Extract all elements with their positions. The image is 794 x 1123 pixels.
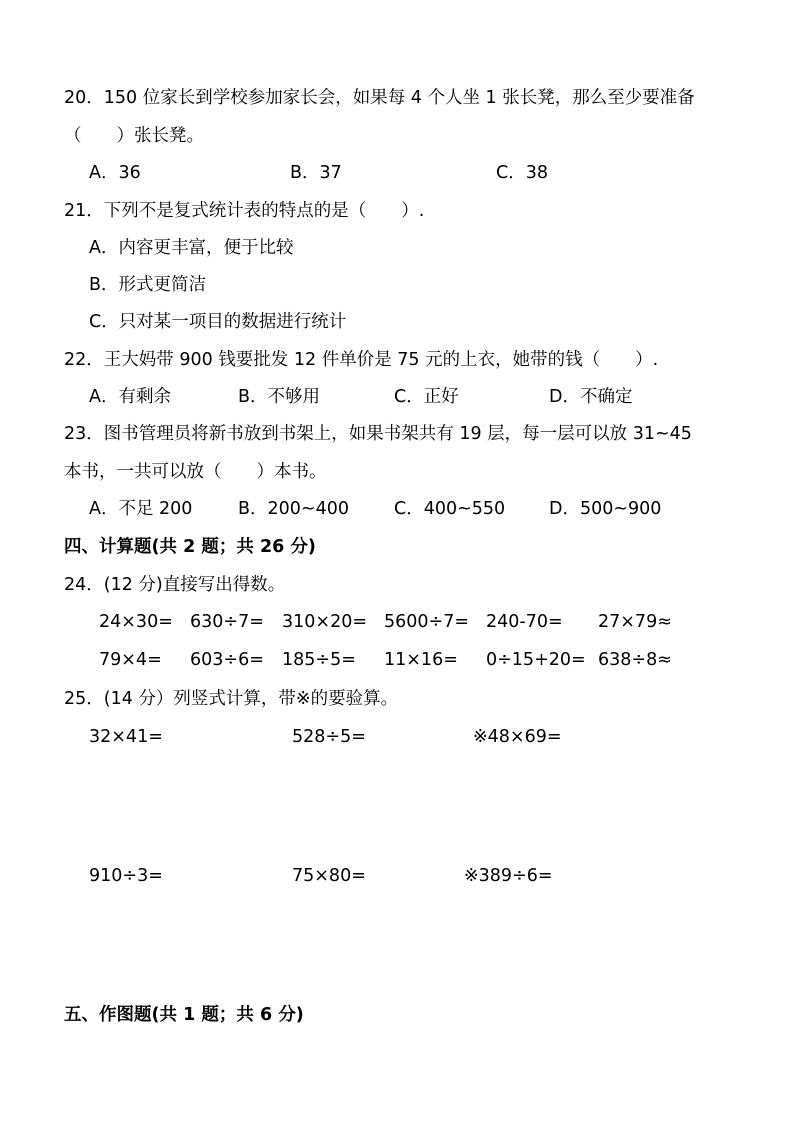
q24-r1-c4: 5600÷7=	[384, 612, 469, 632]
q25-r2-c3: ※389÷6=	[464, 866, 553, 886]
q23-option-d: D．500~900	[549, 499, 662, 519]
q20-stem-line2: （ ）张长凳。	[64, 126, 204, 146]
q21-stem: 21．下列不是复式统计表的特点的是（ ）.	[64, 201, 425, 221]
q20-option-a: A．36	[89, 163, 141, 183]
q22-option-b: B．不够用	[238, 387, 321, 407]
q24-r1-c1: 24×30=	[99, 612, 173, 632]
q23-stem-line1: 23．图书管理员将新书放到书架上，如果书架共有 19 层，每一层可以放 31~45	[64, 424, 692, 444]
q23-option-c: C．400~550	[394, 499, 506, 519]
q22-option-a: A．有剩余	[89, 387, 171, 407]
q25-r2-c2: 75×80=	[292, 866, 366, 886]
q24-r2-c6: 638÷8≈	[598, 650, 672, 670]
q23-stem-line2: 本书，一共可以放（ ）本书。	[64, 462, 327, 482]
q25-r1-c2: 528÷5=	[292, 727, 366, 747]
q25-r1-c1: 32×41=	[89, 727, 163, 747]
section4-title: 四、计算题(共 2 题；共 26 分)	[64, 537, 316, 557]
q21-option-c: C．只对某一项目的数据进行统计	[89, 312, 347, 332]
q21-option-a: A．内容更丰富，便于比较	[89, 238, 294, 258]
q20-option-c: C．38	[496, 163, 548, 183]
q24-r1-c5: 240-70=	[486, 612, 563, 632]
section5-title: 五、作图题(共 1 题；共 6 分)	[64, 1005, 304, 1025]
q24-stem: 24．(12 分)直接写出得数。	[64, 575, 286, 595]
q20-option-b: B．37	[290, 163, 342, 183]
q22-option-d: D．不确定	[549, 387, 633, 407]
q24-r1-c3: 310×20=	[282, 612, 367, 632]
q24-r1-c6: 27×79≈	[598, 612, 672, 632]
q23-option-b: B．200~400	[238, 499, 349, 519]
q25-stem: 25．(14 分）列竖式计算，带※的要验算。	[64, 689, 399, 709]
q22-option-c: C．正好	[394, 387, 459, 407]
q21-option-b: B．形式更简洁	[89, 275, 207, 295]
q24-r1-c2: 630÷7=	[190, 612, 264, 632]
q23-option-a: A．不足 200	[89, 499, 193, 519]
q25-r2-c1: 910÷3=	[89, 866, 163, 886]
q25-r1-c3: ※48×69=	[473, 727, 562, 747]
q24-r2-c4: 11×16=	[384, 650, 458, 670]
q24-r2-c3: 185÷5=	[282, 650, 356, 670]
q24-r2-c1: 79×4=	[99, 650, 162, 670]
q24-r2-c2: 603÷6=	[190, 650, 264, 670]
q20-stem-line1: 20．150 位家长到学校参加家长会，如果每 4 个人坐 1 张长凳，那么至少要准备	[64, 88, 695, 108]
q22-stem: 22．王大妈带 900 钱要批发 12 件单价是 75 元的上衣，她带的钱（ ）.	[64, 350, 659, 370]
q24-r2-c5: 0÷15+20=	[486, 650, 586, 670]
